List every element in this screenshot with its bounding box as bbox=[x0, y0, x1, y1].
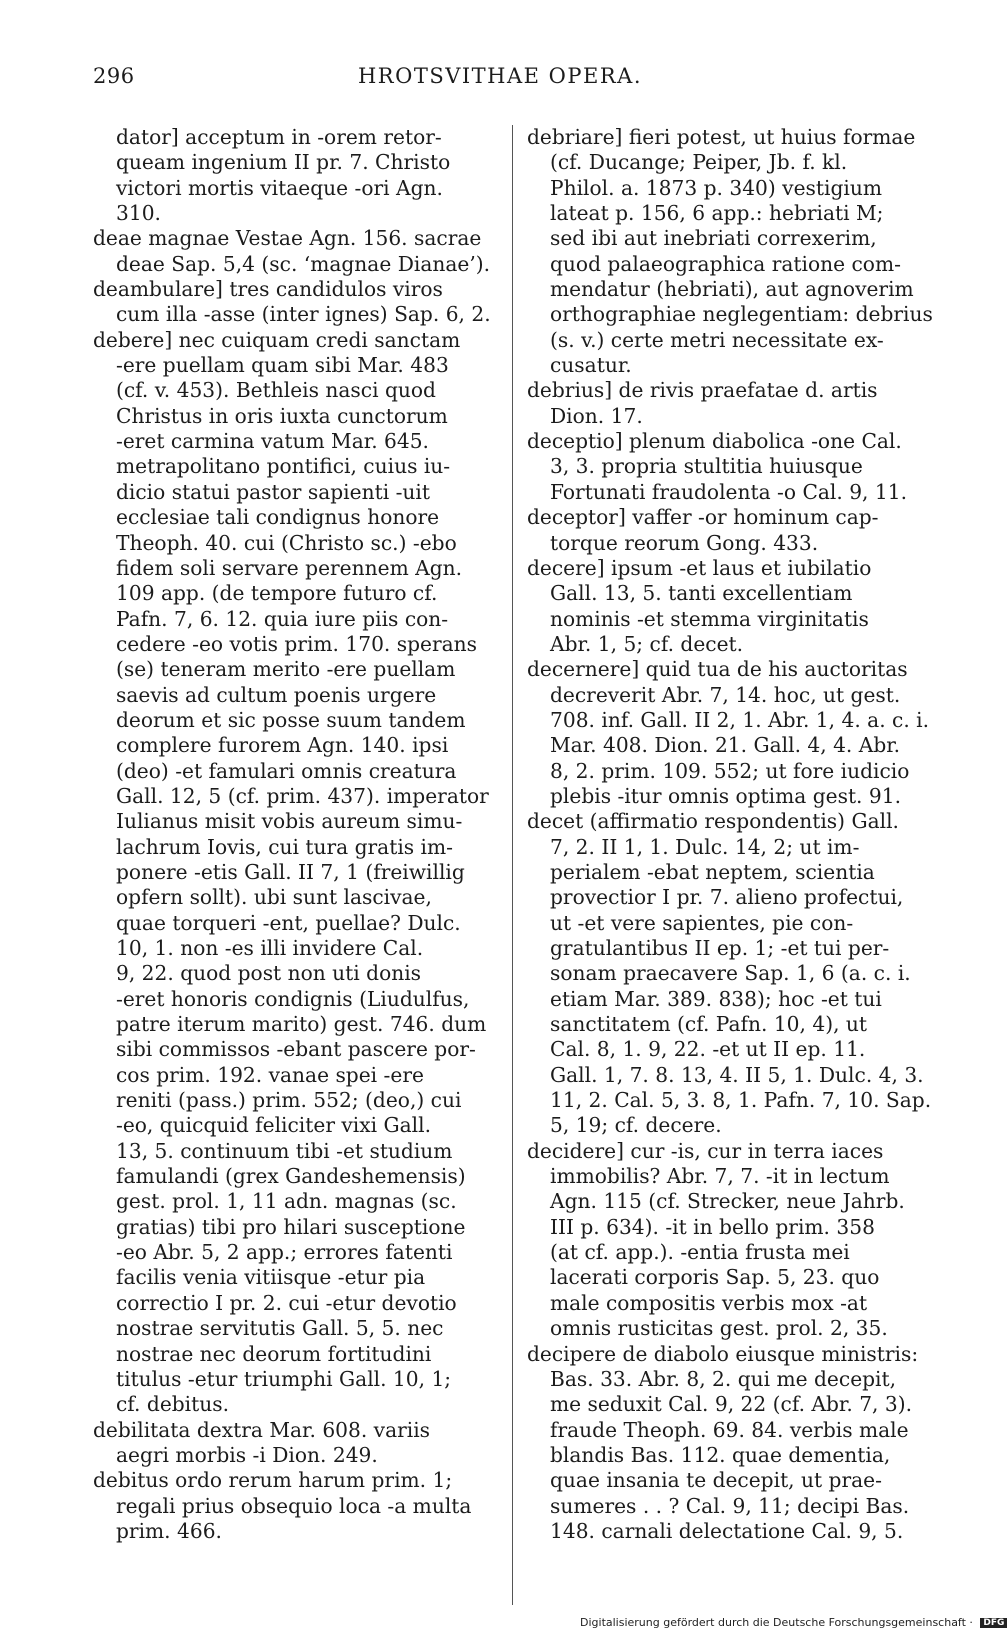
text-line: immobilis? Abr. 7, 7. -it in lectum bbox=[550, 1164, 890, 1189]
text-line: deae Sap. 5,4 (sc. ‘magnae Dianae’). bbox=[116, 251, 491, 276]
text-line: debrius] de rivis praefatae d. artis bbox=[527, 378, 878, 403]
text-line: Pafn. 7, 6. 12. quia iure piis con- bbox=[116, 606, 449, 631]
text-line: decere] ipsum -et laus et iubilatio bbox=[527, 555, 872, 580]
text-line: nominis -et stemma virginitatis bbox=[550, 606, 869, 631]
text-line: decet (affirmatio respondentis) Gall. bbox=[527, 809, 899, 834]
text-line: patre iterum marito) gest. 746. dum bbox=[116, 1012, 487, 1037]
text-line: provectior I pr. 7. alieno profectui, bbox=[550, 885, 904, 910]
text-line: 9, 22. quod post non uti donis bbox=[116, 961, 422, 986]
text-line: Iulianus misit vobis aureum simu- bbox=[116, 809, 463, 834]
text-line: Cal. 8, 1. 9, 22. -et ut II ep. 11. bbox=[550, 1037, 866, 1062]
text-line: cf. debitus. bbox=[116, 1392, 230, 1417]
text-line: 109 app. (de tempore futuro cf. bbox=[116, 581, 438, 606]
text-line: 7, 2. II 1, 1. Dulc. 14, 2; ut im- bbox=[550, 834, 860, 859]
text-line: (cf. Ducange; Peiper, Jb. f. kl. bbox=[550, 150, 848, 175]
text-line: quae torqueri -ent, puellae? Dulc. bbox=[116, 910, 461, 935]
text-line: debriare] fieri potest, ut huius formae bbox=[527, 125, 916, 149]
text-line: Gall. 12, 5 (cf. prim. 437). imperator bbox=[116, 783, 489, 808]
text-line: III p. 634). -it in bello prim. 358 bbox=[550, 1214, 875, 1239]
text-line: me seduxit Cal. 9, 22 (cf. Abr. 7, 3). bbox=[550, 1392, 913, 1417]
text-line: -eret honoris condignis (Liudulfus, bbox=[116, 986, 470, 1011]
text-line: cos prim. 192. vanae spei -ere bbox=[116, 1062, 424, 1087]
text-line: nostrae servitutis Gall. 5, 5. nec bbox=[116, 1316, 444, 1341]
text-line: Abr. 1, 5; cf. decet. bbox=[550, 631, 744, 656]
text-line: gest. prol. 1, 11 adn. magnas (sc. bbox=[116, 1189, 457, 1214]
text-line: cusatur. bbox=[550, 353, 632, 378]
text-line: ut -et vere sapientes, pie con- bbox=[550, 910, 854, 935]
text-line: famulandi (grex Gandeshemensis) bbox=[116, 1164, 466, 1189]
text-line: decidere] cur -is, cur in terra iaces bbox=[527, 1138, 884, 1163]
text-line: victori mortis vitaeque -ori Agn. bbox=[116, 175, 443, 200]
text-line: Dion. 17. bbox=[550, 403, 643, 428]
text-line: mendatur (hebriati), aut agnoverim bbox=[550, 277, 914, 302]
text-line: saevis ad cultum poenis urgere bbox=[116, 682, 437, 707]
text-line: quod palaeographica ratione com- bbox=[550, 251, 901, 276]
text-line: omnis rusticitas gest. prol. 2, 35. bbox=[550, 1316, 888, 1341]
text-line: (deo) -et famulari omnis creatura bbox=[116, 758, 457, 783]
footer-text: Digitalisierung gefördert durch die Deutsche Forschungsgemeinschaft · bbox=[580, 1616, 973, 1629]
page-number: 296 bbox=[93, 64, 135, 88]
text-line: deambulare] tres candidulos viros bbox=[93, 277, 443, 302]
text-line: opfern sollt). ubi sunt lascivae, bbox=[116, 885, 432, 910]
text-line: aegri morbis -i Dion. 249. bbox=[116, 1442, 378, 1467]
text-line: 148. carnali delectatione Cal. 9, 5. bbox=[550, 1518, 904, 1543]
text-line: gratias) tibi pro hilari susceptione bbox=[116, 1214, 466, 1239]
text-line: fraude Theoph. 69. 84. verbis male bbox=[550, 1417, 909, 1442]
text-line: 13, 5. continuum tibi -et studium bbox=[116, 1138, 453, 1163]
text-line: correctio I pr. 2. cui -etur devotio bbox=[116, 1290, 457, 1315]
text-line: lachrum Iovis, cui tura gratis im- bbox=[116, 834, 453, 859]
text-line: decernere] quid tua de his auctoritas bbox=[527, 657, 908, 682]
text-line: (se) teneram merito -ere puellam bbox=[116, 657, 456, 682]
text-line: debitus ordo rerum harum prim. 1; bbox=[93, 1468, 453, 1493]
text-line: 708. inf. Gall. II 2, 1. Abr. 1, 4. a. c. i. bbox=[550, 707, 930, 732]
text-line: -ere puellam quam sibi Mar. 483 bbox=[116, 353, 449, 378]
text-line: 8, 2. prim. 109. 552; ut fore iudicio bbox=[550, 758, 910, 783]
text-line: Bas. 33. Abr. 8, 2. qui me decepit, bbox=[550, 1366, 897, 1391]
text-line: Fortunati fraudolenta -o Cal. 9, 11. bbox=[550, 479, 907, 504]
text-line: -eret carmina vatum Mar. 645. bbox=[116, 429, 429, 454]
text-line: sonam praecavere Sap. 1, 6 (a. c. i. bbox=[550, 961, 911, 986]
text-line: 10, 1. non -es illi invidere Cal. bbox=[116, 936, 424, 960]
text-line: decipere de diabolo eiusque ministris: bbox=[527, 1341, 919, 1366]
text-line: decreverit Abr. 7, 14. hoc, ut gest. bbox=[550, 682, 901, 707]
text-line: cedere -eo votis prim. 170. sperans bbox=[116, 631, 478, 656]
text-line: plebis -itur omnis optima gest. 91. bbox=[550, 783, 901, 808]
text-line: sumeres . . ? Cal. 9, 11; decipi Bas. bbox=[550, 1493, 910, 1518]
left-column bbox=[93, 125, 491, 1544]
digitization-footer bbox=[580, 1616, 1007, 1629]
text-line: reniti (pass.) prim. 552; (deo,) cui bbox=[116, 1088, 462, 1113]
text-line: sanctitatem (cf. Pafn. 10, 4), ut bbox=[550, 1012, 868, 1037]
text-line: debilitata dextra Mar. 608. variis bbox=[93, 1417, 431, 1442]
text-line: titulus -etur triumphi Gall. 10, 1; bbox=[116, 1366, 452, 1391]
text-line: -eo Abr. 5, 2 app.; errores fatenti bbox=[116, 1240, 453, 1265]
text-line: facilis venia vitiisque -etur pia bbox=[116, 1265, 426, 1290]
text-line: ponere -etis Gall. II 7, 1 (freiwillig bbox=[116, 859, 465, 884]
text-line: metrapolitano pontifici, cuius iu- bbox=[116, 454, 451, 479]
text-line: Gall. 13, 5. tanti excellentiam bbox=[550, 581, 853, 606]
text-line: 310. bbox=[116, 201, 161, 226]
text-line: perialem -ebat neptem, scientia bbox=[550, 859, 875, 884]
text-line: (s. v.) certe metri necessitate ex- bbox=[550, 327, 884, 352]
text-line: prim. 466. bbox=[116, 1518, 222, 1543]
text-line: Theoph. 40. cui (Christo sc.) -ebo bbox=[116, 530, 457, 555]
text-line: dator] acceptum in -orem retor- bbox=[116, 125, 442, 149]
text-line: dicio statui pastor sapienti -uit bbox=[116, 479, 430, 504]
text-line: 3, 3. propria stultitia huiusque bbox=[550, 454, 863, 479]
text-line: debere] nec cuiquam credi sanctam bbox=[93, 327, 461, 352]
text-line: cum illa -asse (inter ignes) Sap. 6, 2. bbox=[116, 302, 491, 327]
text-line: deae magnae Vestae Agn. 156. sacrae bbox=[93, 226, 482, 251]
text-line: deceptio] plenum diabolica -one Cal. bbox=[527, 429, 902, 454]
text-line: complere furorem Agn. 140. ipsi bbox=[116, 733, 449, 758]
text-line: etiam Mar. 389. 838); hoc -et tui bbox=[550, 986, 882, 1011]
text-line: nostrae nec deorum fortitudini bbox=[116, 1341, 432, 1366]
text-line: deceptor] vaffer -or hominum cap- bbox=[527, 505, 879, 530]
text-line: gratulantibus II ep. 1; -et tui per- bbox=[550, 936, 890, 960]
text-line: sed ibi aut inebriati correxerim, bbox=[550, 226, 877, 251]
column-divider bbox=[512, 125, 513, 1605]
text-line: ecclesiae tali condignus honore bbox=[116, 505, 440, 530]
text-line: torque reorum Gong. 433. bbox=[550, 530, 819, 555]
text-line: blandis Bas. 112. quae dementia, bbox=[550, 1442, 891, 1467]
text-line: orthographiae neglegentiam: debrius bbox=[550, 302, 933, 327]
text-line: quae insania te decepit, ut prae- bbox=[550, 1468, 882, 1493]
text-line: (cf. v. 453). Bethleis nasci quod bbox=[116, 378, 436, 403]
text-line: sibi commissos -ebant pascere por- bbox=[116, 1037, 476, 1062]
text-line: 11, 2. Cal. 5, 3. 8, 1. Pafn. 7, 10. Sap. bbox=[550, 1088, 932, 1113]
text-line: regali prius obsequio loca -a multa bbox=[116, 1493, 472, 1518]
text-line: -eo, quicquid feliciter vixi Gall. bbox=[116, 1113, 431, 1138]
text-line: queam ingenium II pr. 7. Christo bbox=[116, 150, 451, 175]
text-line: lacerati corporis Sap. 5, 23. quo bbox=[550, 1265, 880, 1290]
text-line: Mar. 408. Dion. 21. Gall. 4, 4. Abr. bbox=[550, 733, 901, 758]
text-line: Agn. 115 (cf. Strecker, neue Jahrb. bbox=[550, 1189, 905, 1214]
text-line: male compositis verbis mox -at bbox=[550, 1290, 868, 1315]
text-line: fidem soli servare perennem Agn. bbox=[116, 555, 463, 580]
text-line: deorum et sic posse suum tandem bbox=[116, 707, 466, 732]
text-line: Philol. a. 1873 p. 340) vestigium bbox=[550, 175, 882, 200]
running-head: HROTSVITHAE OPERA. bbox=[357, 64, 642, 88]
right-column bbox=[527, 125, 933, 1544]
dfg-logo: DFG bbox=[980, 1618, 1007, 1628]
text-line: (at cf. app.). -entia frusta mei bbox=[550, 1240, 850, 1265]
text-line: 5, 19; cf. decere. bbox=[550, 1113, 722, 1138]
text-line: Gall. 1, 7. 8. 13, 4. II 5, 1. Dulc. 4, 3. bbox=[550, 1062, 924, 1087]
text-line: lateat p. 156, 6 app.: hebriati M; bbox=[550, 201, 884, 226]
text-line: Christus in oris iuxta cunctorum bbox=[116, 403, 448, 428]
